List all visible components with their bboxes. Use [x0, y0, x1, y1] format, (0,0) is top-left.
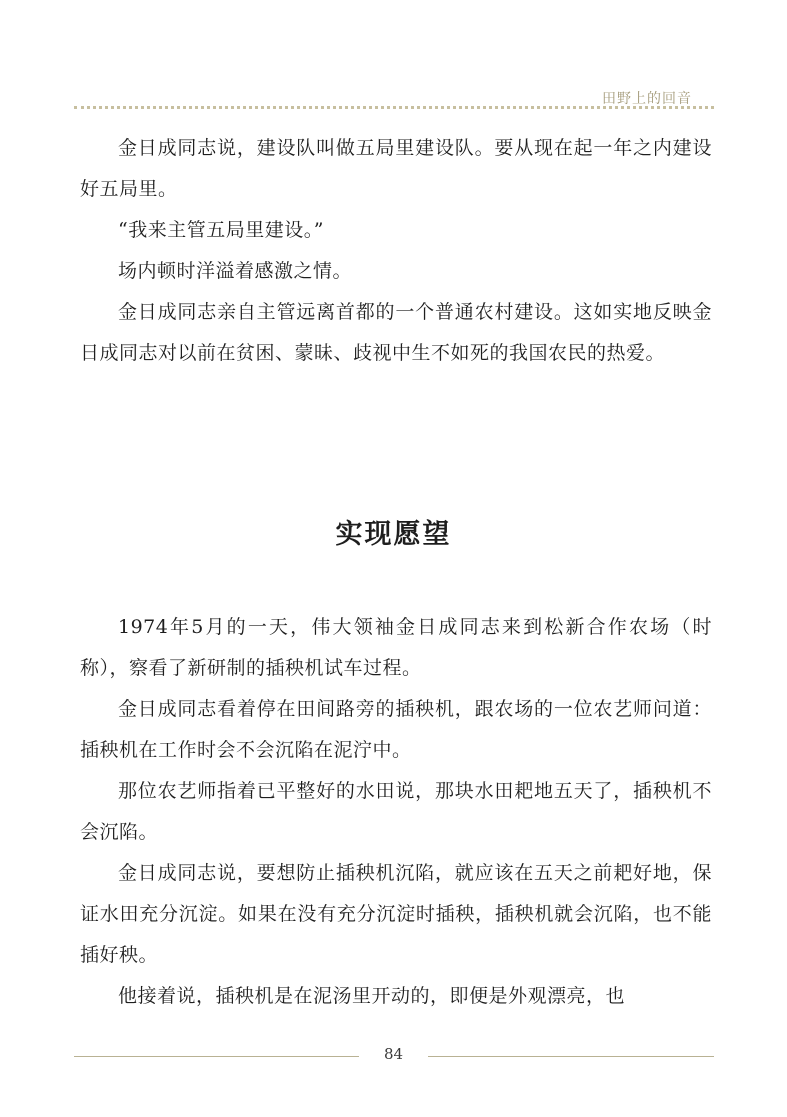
- page-number: 84: [383, 1045, 404, 1063]
- footer-rule-left: [74, 1056, 359, 1057]
- paragraph: 金日成同志亲自主管远离首都的一个普通农村建设。这如实地反映金日成同志对以前在贫困、蒙昧、歧视中生不如死的我国农民的热爱。: [80, 301, 712, 364]
- paragraph: 1974年5月的一天，伟大领袖金日成同志来到松新合作农场（时称），察看了新研制的插秧机试车过程。: [80, 616, 712, 679]
- footer-rule-right: [428, 1056, 714, 1057]
- body-text-continued: [80, 128, 712, 374]
- paragraph: 场内顿时洋溢着感激之情。: [118, 260, 353, 282]
- paragraph: 金日成同志看着停在田间路旁的插秧机，跟农场的一位农艺师问道：插秧机在工作时会不会沉陷在泥泞中。: [80, 698, 712, 761]
- header-dotted-divider: [74, 106, 714, 109]
- paragraph: “我来主管五局里建设。”: [118, 219, 324, 241]
- paragraph: 金日成同志说，要想防止插秧机沉陷，就应该在五天之前耙好地，保证水田充分沉淀。如果在没有充分沉淀时插秧，插秧机就会沉陷，也不能插好秧。: [80, 862, 712, 966]
- paragraph: 那位农艺师指着已平整好的水田说，那块水田耙地五天了，插秧机不会沉陷。: [80, 780, 712, 843]
- section-body: [80, 607, 712, 1017]
- running-head-title: 田野上的回音: [602, 91, 692, 107]
- section-title: 实现愿望: [335, 519, 452, 550]
- paragraph: 金日成同志说，建设队叫做五局里建设队。要从现在起一年之内建设好五局里。: [80, 137, 712, 200]
- paragraph: 他接着说，插秧机是在泥汤里开动的，即便是外观漂亮，也: [118, 985, 626, 1007]
